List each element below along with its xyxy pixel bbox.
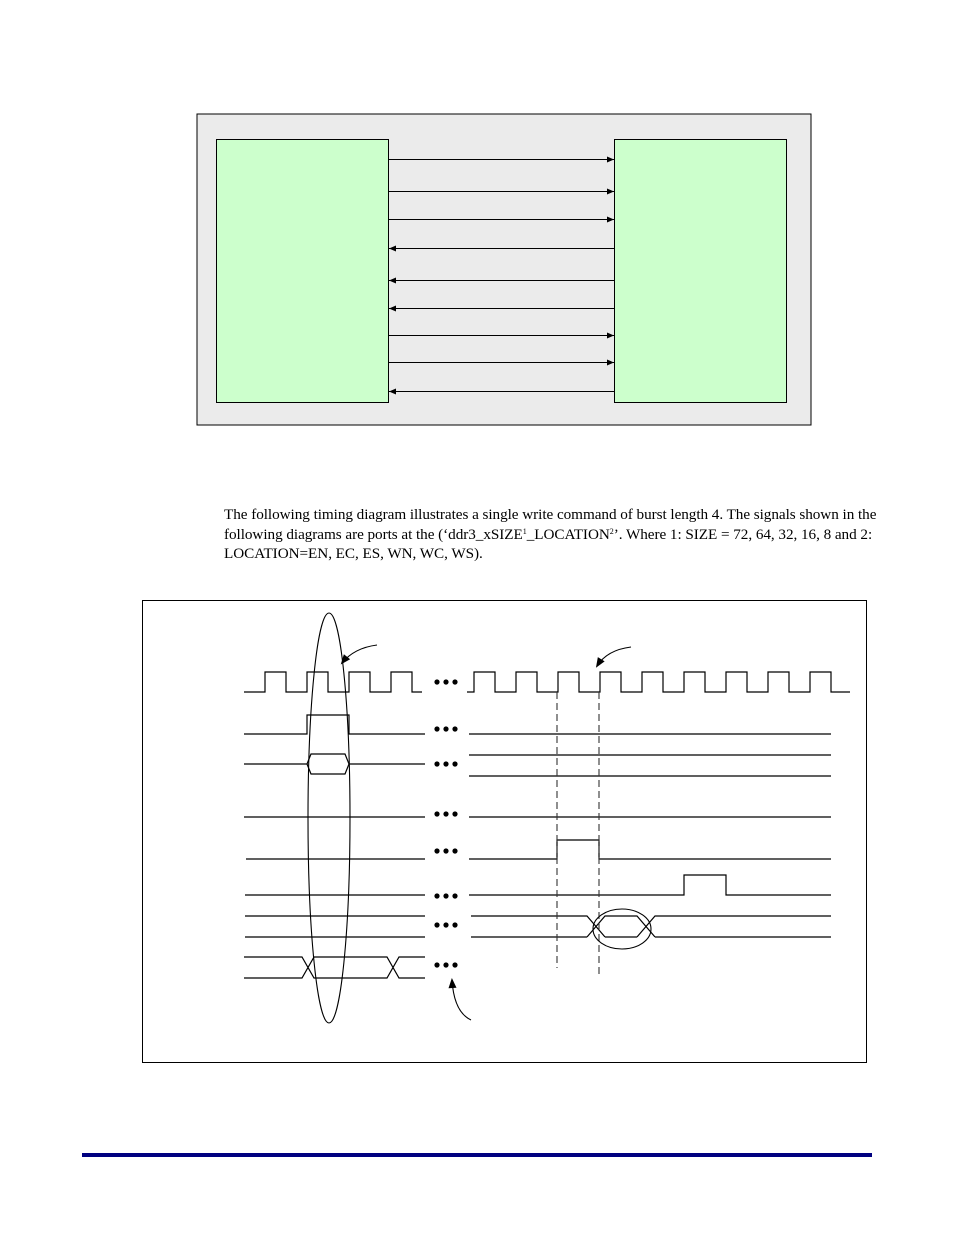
ellipsis-icon	[434, 679, 457, 684]
ellipsis-dot	[443, 848, 448, 853]
footnote-marker-2: 2	[609, 526, 614, 536]
ellipsis-dot	[434, 922, 439, 927]
ellipsis-dot	[434, 893, 439, 898]
paragraph-text-3: ’. Where 1: SIZE = 72, 64, 32, 16, 8 and 2: LOCATION=EN, EC, ES, WN, WC, WS).	[224, 525, 873, 562]
ellipsis-dot	[443, 922, 448, 927]
ellipsis-icon	[434, 726, 457, 731]
block-diagram-canvas	[196, 113, 812, 426]
ellipsis-dot	[443, 679, 448, 684]
ellipsis-dot	[452, 726, 457, 731]
ellipsis-dot	[452, 962, 457, 967]
right-module-box	[615, 140, 787, 403]
ellipsis-icon	[434, 893, 457, 898]
ellipsis-dot	[452, 848, 457, 853]
ellipsis-dot	[452, 811, 457, 816]
paragraph-text-2: _LOCATION	[526, 525, 610, 543]
ellipsis-dot	[434, 679, 439, 684]
block-diagram	[196, 113, 812, 426]
paragraph-text-1: The following timing diagram illustrates a single write command of burst length 4. The signals shown in the following diagrams are ports at the (‘ddr3_xSIZE	[224, 506, 877, 543]
ellipsis-icon	[434, 761, 457, 766]
timing-diagram-canvas	[142, 600, 867, 1063]
ellipsis-dot	[434, 726, 439, 731]
ellipsis-dot	[443, 726, 448, 731]
ellipsis-dot	[452, 922, 457, 927]
ellipsis-dot	[434, 962, 439, 967]
ellipsis-dot	[443, 761, 448, 766]
ellipsis-icon	[434, 922, 457, 927]
footnote-marker-1: 1	[522, 526, 527, 536]
ellipsis-dot	[452, 679, 457, 684]
left-module-box	[217, 140, 389, 403]
ellipsis-dot	[434, 848, 439, 853]
ellipsis-dot	[443, 962, 448, 967]
timing-frame	[143, 601, 867, 1063]
ellipsis-icon	[434, 962, 457, 967]
ellipsis-icon	[434, 811, 457, 816]
footer-rule	[82, 1153, 872, 1157]
ellipsis-dot	[452, 761, 457, 766]
ellipsis-dot	[443, 811, 448, 816]
ellipsis-dot	[434, 761, 439, 766]
timing-diagram	[142, 600, 867, 1063]
body-paragraph	[224, 505, 884, 564]
ellipsis-dot	[443, 893, 448, 898]
ellipsis-dot	[452, 893, 457, 898]
ellipsis-icon	[434, 848, 457, 853]
ellipsis-dot	[434, 811, 439, 816]
